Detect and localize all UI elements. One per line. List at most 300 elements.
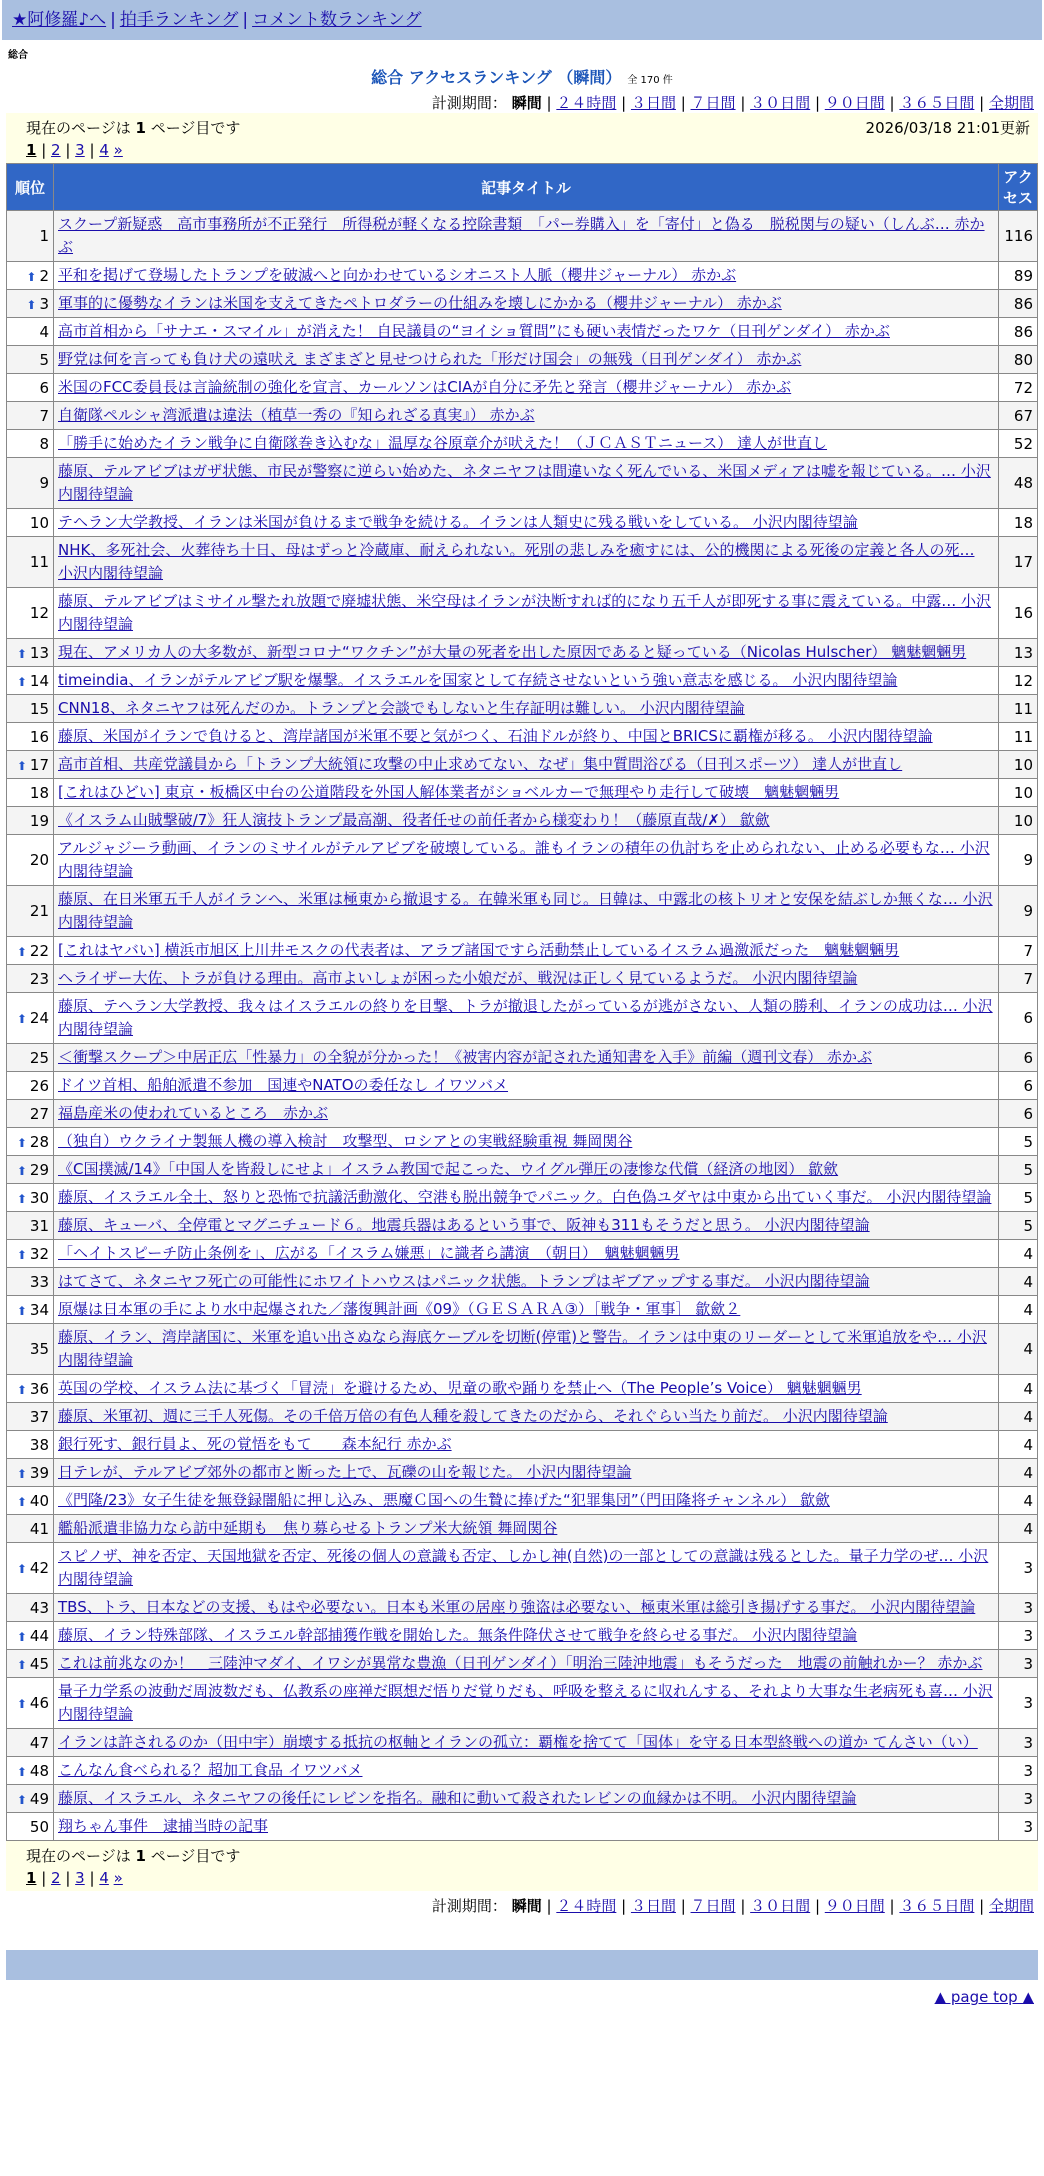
article-link[interactable]: CNN18、ネタニヤフは死んだのか。トランプと会談でもしないと生存証明は難しい。 小沢内閣待望論: [58, 699, 745, 717]
article-link[interactable]: （独自）ウクライナ製無人機の導入検討 攻撃型、ロシアとの実戦経験重視 舞岡関谷: [58, 1132, 633, 1150]
table-row: [7, 695, 1038, 723]
page-top-link[interactable]: ▲ page top ▲: [934, 1988, 1034, 2006]
page-link[interactable]: 3: [75, 141, 85, 159]
up-arrow-icon: ⬆: [16, 1657, 27, 1672]
table-row: [7, 1650, 1038, 1678]
page-separator: |: [36, 141, 52, 159]
article-link[interactable]: アルジャジーラ動画、イランのミサイルがテルアビブを破壊している。誰もイランの積年の仇討ちを止められない、止める必要もな… 小沢内閣待望論: [58, 839, 990, 880]
rank-number: 28: [29, 1132, 49, 1151]
page-info-text: 現在のページは 1 ページ目です: [26, 119, 241, 137]
access-count: 17: [999, 537, 1038, 588]
title-cell: [54, 509, 999, 537]
table-row: [7, 1515, 1038, 1543]
page-link[interactable]: 4: [99, 141, 109, 159]
up-arrow-icon: ⬆: [16, 1303, 27, 1318]
rank-cell: [7, 509, 54, 537]
article-link[interactable]: 藤原、テルアビブはミサイル撃たれ放題で廃墟状態、米空母はイランが決断すれば的になり五千人が即死する事に震えている。中露… 小沢内閣待望論: [58, 592, 991, 633]
access-count: 4: [999, 1515, 1038, 1543]
page-top: [0, 1980, 1044, 2014]
updated-timestamp: 2026/03/18 21:01更新: [865, 119, 1030, 137]
access-count: 16: [999, 588, 1038, 639]
rank-number: 42: [29, 1559, 49, 1577]
table-row: [7, 667, 1038, 695]
rank-cell: [7, 1515, 54, 1543]
access-count: 3: [999, 1813, 1038, 1841]
page-link[interactable]: 1: [26, 141, 37, 159]
rank-number: 15: [29, 699, 49, 718]
access-count: 72: [999, 374, 1038, 402]
rank-number: 45: [29, 1654, 49, 1673]
header-rank: 順位: [7, 164, 54, 211]
page-separator: |: [84, 141, 100, 159]
rank-cell: [7, 1785, 54, 1813]
title-cell: [54, 993, 999, 1044]
title-cell: [54, 1324, 999, 1375]
rank-cell: [7, 639, 54, 667]
article-link[interactable]: こんなん食べられる？超加工食品 イワツバメ: [58, 1761, 363, 1779]
article-link[interactable]: 英国の学校、イスラム法に基づく「冒涜」を避けるため、児童の歌や踊りを禁止へ（The People’s Voice） 魑魅魍魎男: [58, 1379, 862, 1397]
title-cell: [54, 1487, 999, 1515]
table-row: [7, 1785, 1038, 1813]
page-link[interactable]: 4: [99, 1869, 109, 1887]
period-link[interactable]: ３０日間: [750, 94, 811, 112]
rank-cell: [7, 1594, 54, 1622]
title-cell: [54, 639, 999, 667]
table-row: [7, 1044, 1038, 1072]
rank-cell: [7, 1403, 54, 1431]
rank-number: 31: [29, 1216, 49, 1235]
rank-cell: [7, 430, 54, 458]
access-count: 86: [999, 290, 1038, 318]
table-row: [7, 262, 1038, 290]
page-info: [6, 113, 1038, 163]
table-row: [7, 1184, 1038, 1212]
article-link[interactable]: 米国のFCC委員長は言論統制の強化を宣言、カールソンはCIAが自分に矛先と発言（櫻井ジャーナル） 赤かぶ: [58, 378, 792, 396]
title-cell: [54, 807, 999, 835]
rank-number: 46: [29, 1694, 49, 1712]
article-link[interactable]: 量子力学系の波動だ周波数だも、仏教系の座禅だ瞑想だ悟りだ覚りだも、呼吸を整えるに収れんする、それより大事な生老病死も喜… 小沢内閣待望論: [58, 1682, 993, 1723]
period-link[interactable]: ７日間: [690, 1897, 736, 1915]
period-separator: |: [810, 1897, 825, 1915]
access-count: 9: [999, 835, 1038, 886]
nav-comment-ranking-link[interactable]: コメント数ランキング: [252, 10, 422, 30]
title-cell: [54, 1184, 999, 1212]
title-cell: [54, 667, 999, 695]
rank-cell: [7, 886, 54, 937]
title-cell: [54, 1431, 999, 1459]
rank-number: 38: [29, 1435, 49, 1454]
access-count: 4: [999, 1403, 1038, 1431]
table-row: [7, 1678, 1038, 1729]
table-row: [7, 1403, 1038, 1431]
page-link[interactable]: 3: [75, 1869, 85, 1887]
rank-number: 41: [29, 1519, 49, 1538]
article-link[interactable]: timeindia、イランがテルアビブ駅を爆撃。イスラエルを国家として存続させないという強い意志を感じる。 小沢内閣待望論: [58, 671, 898, 689]
article-link[interactable]: 《C国撲滅/14》「中国人を皆殺しにせよ」イスラム教国で起こった、ウイグル弾圧の凄惨な代償（経済の地図） 歙歛: [58, 1160, 839, 1178]
title-cell: [54, 1240, 999, 1268]
rank-number: 47: [29, 1733, 49, 1752]
period-link[interactable]: ３日間: [630, 94, 676, 112]
article-link[interactable]: 藤原、イラン特殊部隊、イスラエル幹部捕獲作戦を開始した。無条件降伏させて戦争を終らせる事だ。 小沢内閣待望論: [58, 1626, 858, 1644]
title-cell: [54, 1375, 999, 1403]
title-cell: [54, 1100, 999, 1128]
table-row: [7, 402, 1038, 430]
rank-cell: [7, 1240, 54, 1268]
table-row: [7, 430, 1038, 458]
title-cell: [54, 1156, 999, 1184]
access-count: 48: [999, 458, 1038, 509]
nav-clap-ranking-link[interactable]: 拍手ランキング: [119, 10, 239, 30]
up-arrow-icon: ⬆: [16, 674, 27, 689]
article-link[interactable]: 高市首相から「サナエ・スマイル」が消えた！ 自民議員の“ヨイショ質問”にも硬い表情だったワケ（日刊ゲンダイ） 赤かぶ: [58, 322, 890, 340]
period-separator: |: [675, 1897, 691, 1915]
rank-number: 43: [29, 1598, 49, 1617]
article-link[interactable]: 高市首相、共産党議員から「トランプ大統領に攻撃の中止求めてない、なぜ」集中質問浴びる（日刊スポーツ） 達人が世直し: [58, 755, 903, 773]
page-title: [0, 65, 1044, 88]
rank-number: 11: [29, 553, 49, 571]
table-row: [7, 1268, 1038, 1296]
table-row: [7, 588, 1038, 639]
access-count: 4: [999, 1296, 1038, 1324]
rank-cell: [7, 779, 54, 807]
rank-number: 9: [39, 474, 49, 492]
rank-number: 5: [39, 350, 49, 369]
rank-cell: [7, 993, 54, 1044]
rank-cell: [7, 695, 54, 723]
rank-cell: [7, 1128, 54, 1156]
article-link[interactable]: テヘラン大学教授、イランは米国が負けるまで戦争を続ける。イランは人類史に残る戦いをしている。 小沢内閣待望論: [58, 513, 858, 531]
access-count: 86: [999, 318, 1038, 346]
title-cell: [54, 588, 999, 639]
rank-cell: [7, 1156, 54, 1184]
title-cell: [54, 886, 999, 937]
article-link[interactable]: 現在、アメリカ人の大多数が、新型コロナ“ワクチン”が大量の死者を出した原因であると疑っている（Nicolas Hulscher） 魑魅魍魎男: [58, 643, 967, 661]
article-link[interactable]: 藤原、テルアビブはガザ状態、市民が警察に逆らい始めた、ネタニヤフは間違いなく死んでいる、米国メディアは嘘を報じている。… 小沢内閣待望論: [58, 462, 991, 503]
table-row: [7, 1212, 1038, 1240]
rank-cell: [7, 937, 54, 965]
article-link[interactable]: [これはひどい] 東京・板橋区中台の公道階段を外国人解体業者がショベルカーで無理やり走行して破壊 魑魅魍魎男: [58, 783, 840, 801]
title-cell: [54, 458, 999, 509]
article-link[interactable]: イランは許されるのか（田中宇）崩壊する抵抗の枢軸とイランの孤立：覇権を捨てて「国体」を守る日本型終戦への道か てんさい（い）: [58, 1733, 978, 1751]
table-row: [7, 1324, 1038, 1375]
table-row: [7, 318, 1038, 346]
period-current: 瞬間: [511, 1897, 542, 1915]
access-count: 4: [999, 1324, 1038, 1375]
period-separator: |: [616, 1897, 631, 1915]
title-cell: [54, 1403, 999, 1431]
title-cell: [54, 346, 999, 374]
table-row: [7, 751, 1038, 779]
period-link[interactable]: ２４時間: [556, 94, 617, 112]
article-link[interactable]: 《イスラム山賊撃破/7》狂人演技トランプ最高潮、役者任せの前任者から様変わり！（藤原直哉/✗） 歙歛: [58, 811, 770, 829]
up-arrow-icon: ⬆: [26, 297, 37, 312]
title-cell: [54, 779, 999, 807]
article-link[interactable]: [これはヤバい] 横浜市旭区上川井モスクの代表者は、アラブ諸国ですら活動禁止しているイスラム過激派だった 魑魅魍魎男: [58, 941, 900, 959]
article-link[interactable]: 日テレが、テルアビブ郊外の都市と断った上で、瓦礫の山を報じた。 小沢内閣待望論: [58, 1463, 632, 1481]
period-separator: |: [735, 1897, 751, 1915]
article-link[interactable]: 翔ちゃん事件 逮捕当時の記事: [58, 1817, 269, 1835]
page-link[interactable]: 2: [51, 141, 61, 159]
table-row: [7, 1240, 1038, 1268]
access-count: 4: [999, 1240, 1038, 1268]
rank-number: 44: [29, 1626, 49, 1645]
table-row: [7, 1757, 1038, 1785]
access-count: 10: [999, 751, 1038, 779]
period-separator: |: [546, 1897, 557, 1915]
article-link[interactable]: 藤原、在日米軍五千人がイランへ、米軍は極東から撤退する。在韓米軍も同じ。日韓は、中露北の核トリオと安保を結ぶしか無くな… 小沢内閣待望論: [58, 890, 993, 931]
page-link[interactable]: 1: [26, 1869, 37, 1887]
rank-number: 33: [29, 1272, 49, 1291]
up-arrow-icon: ⬆: [16, 758, 27, 773]
rank-number: 4: [39, 322, 49, 341]
access-count: 5: [999, 1212, 1038, 1240]
title-cell: [54, 211, 999, 262]
table-row: [7, 723, 1038, 751]
access-count: 80: [999, 346, 1038, 374]
access-count: 4: [999, 1431, 1038, 1459]
rank-number: 13: [29, 643, 49, 662]
pagination: [26, 141, 1030, 159]
rank-cell: [7, 318, 54, 346]
up-arrow-icon: ⬆: [16, 1466, 27, 1481]
table-row: [7, 639, 1038, 667]
period-separator: |: [616, 94, 631, 112]
period-link[interactable]: ３６５日間: [899, 1897, 975, 1915]
page-title-text: 総合 アクセスランキング （瞬間）: [371, 68, 622, 87]
period-link[interactable]: 全期間: [988, 94, 1034, 112]
table-row: [7, 1431, 1038, 1459]
article-link[interactable]: 藤原、イスラエル全土、怒りと恐怖で抗議活動激化、空港も脱出競争でパニック。白色偽ユダヤは中東から出ていく事だ。 小沢内閣待望論: [58, 1188, 992, 1206]
rank-number: 35: [29, 1340, 49, 1358]
page-separator: |: [60, 141, 76, 159]
page-separator: |: [60, 1869, 76, 1887]
period-link[interactable]: ３６５日間: [899, 94, 975, 112]
rank-cell: [7, 1650, 54, 1678]
rank-number: 7: [39, 406, 49, 425]
rank-cell: [7, 1072, 54, 1100]
title-cell: [54, 1785, 999, 1813]
rank-cell: [7, 1622, 54, 1650]
title-cell: [54, 537, 999, 588]
access-count: 3: [999, 1757, 1038, 1785]
access-count: 89: [999, 262, 1038, 290]
nav-home-link[interactable]: ★阿修羅♪へ: [12, 10, 107, 30]
rank-number: 12: [29, 604, 49, 622]
table-row: [7, 1100, 1038, 1128]
article-link[interactable]: 《門隆/23》女子生徒を無登録闇船に押し込み、悪魔Ｃ国への生贄に捧げた“犯罪集団”（門田隆将チャンネル） 歙歛: [58, 1491, 830, 1509]
access-count: 6: [999, 1044, 1038, 1072]
rank-number: 19: [29, 811, 49, 830]
article-link[interactable]: 平和を掲げて登場したトランプを破滅へと向かわせているシオニスト人脈（櫻井ジャーナル） 赤かぶ: [58, 266, 737, 284]
pagination: [26, 1869, 1030, 1887]
article-link[interactable]: 「ヘイトスピーチ防止条例を」、広がる「イスラム嫌悪」に識者ら講演 （朝日） 魑魅魍魎男: [58, 1244, 680, 1262]
access-count: 7: [999, 965, 1038, 993]
article-link[interactable]: ヘライザー大佐、トラが負ける理由。高市よいしょが困った小娘だが、戦況は正しく見ているようだ。 小沢内閣待望論: [58, 969, 858, 987]
article-link[interactable]: 藤原、イラン、湾岸諸国に、米軍を追い出さぬなら海底ケーブルを切断(停電)と警告。イランは中東のリーダーとして米軍追放をや… 小沢内閣待望論: [58, 1328, 987, 1369]
title-cell: [54, 1515, 999, 1543]
up-arrow-icon: ⬆: [26, 269, 37, 284]
rank-cell: [7, 723, 54, 751]
rank-cell: [7, 1813, 54, 1841]
rank-number: 6: [39, 378, 49, 397]
rank-number: 22: [29, 941, 49, 960]
period-separator: |: [735, 94, 751, 112]
access-count: 3: [999, 1543, 1038, 1594]
period-label: 計測期間：: [431, 1897, 507, 1915]
page-link[interactable]: 2: [51, 1869, 61, 1887]
footer-bar: [6, 1950, 1038, 1980]
section-label: 総合: [8, 50, 28, 61]
rank-cell: [7, 1729, 54, 1757]
article-link[interactable]: TBS、トラ、日本などの支援、もはや必要ない。日本も米軍の居座り強盗は必要ない、極東米軍は総引き揚げする事だ。 小沢内閣待望論: [58, 1598, 976, 1616]
article-link[interactable]: はてさて、ネタニヤフ死亡の可能性にホワイトハウスはパニック状態。トランプはギブアップする事だ。 小沢内閣待望論: [58, 1272, 870, 1290]
title-cell: [54, 1296, 999, 1324]
period-link[interactable]: ９０日間: [824, 1897, 885, 1915]
access-count: 5: [999, 1128, 1038, 1156]
table-row: [7, 937, 1038, 965]
rank-cell: [7, 1487, 54, 1515]
rank-cell: [7, 588, 54, 639]
up-arrow-icon: ⬆: [16, 1629, 27, 1644]
rank-cell: [7, 537, 54, 588]
up-arrow-icon: ⬆: [16, 1135, 27, 1150]
title-cell: [54, 1650, 999, 1678]
access-count: 9: [999, 886, 1038, 937]
table-row: [7, 374, 1038, 402]
article-link[interactable]: スピノザ、神を否定、天国地獄を否定、死後の個人の意識も否定、しかし神(自然)の一部としての意識は残るとした。量子力学のぜ… 小沢内閣待望論: [58, 1547, 989, 1588]
table-row: [7, 1296, 1038, 1324]
period-current: 瞬間: [511, 94, 542, 112]
article-link[interactable]: ドイツ首相、船舶派遣不参加 国連やNATOの委任なし イワツバメ: [58, 1076, 509, 1094]
article-link[interactable]: 藤原、イスラエル、ネタニヤフの後任にレビンを指名。融和に動いて殺されたレビンの血縁かは不明。 小沢内閣待望論: [58, 1789, 857, 1807]
rank-cell: [7, 211, 54, 262]
header-title: 記事タイトル: [54, 164, 999, 211]
article-link[interactable]: 艦船派遣非協力なら訪中延期も 焦り募らせるトランプ米大統領 舞岡関谷: [58, 1519, 558, 1537]
title-cell: [54, 1072, 999, 1100]
article-link[interactable]: 藤原、米国がイランで負けると、湾岸諸国が米軍不要と気がつく、石油ドルが終り、中国とBRICSに覇権が移る。 小沢内閣待望論: [58, 727, 933, 745]
rank-number: 20: [29, 851, 49, 869]
title-cell: [54, 1268, 999, 1296]
access-count: 3: [999, 1678, 1038, 1729]
period-separator: |: [810, 94, 825, 112]
up-arrow-icon: ⬆: [16, 1764, 27, 1779]
period-link[interactable]: ７日間: [690, 94, 736, 112]
period-link[interactable]: ２４時間: [556, 1897, 617, 1915]
title-cell: [54, 1813, 999, 1841]
up-arrow-icon: ⬆: [16, 1697, 27, 1711]
table-row: [7, 537, 1038, 588]
article-link[interactable]: 銀行死す、銀行員よ、死の覚悟をもて 森本紀行 赤かぶ: [58, 1435, 452, 1453]
rank-number: 3: [39, 294, 49, 313]
nav-separator: |: [242, 10, 249, 30]
period-link[interactable]: ９０日間: [824, 94, 885, 112]
rank-number: 2: [39, 266, 49, 285]
title-cell: [54, 374, 999, 402]
article-link[interactable]: スクープ新疑惑 高市事務所が不正発行 所得税が軽くなる控除書類 「パー券購入」を「寄付」と偽る 脱税関与の疑い（しんぶ… 赤かぶ: [58, 215, 985, 256]
title-cell: [54, 1729, 999, 1757]
rank-cell: [7, 1431, 54, 1459]
article-link[interactable]: 軍事的に優勢なイランは米国を支えてきたペトロダラーの仕組みを壊しにかかる（櫻井ジャーナル） 赤かぶ: [58, 294, 782, 312]
access-count: 11: [999, 723, 1038, 751]
article-link[interactable]: 福島産米の使われているところ 赤かぶ: [58, 1104, 329, 1122]
article-link[interactable]: 原爆は日本軍の手により水中起爆された／藩復興計画《09》（ＧＥＳＡＲＡ③）［戦争・軍事］ 歙歛２: [58, 1300, 741, 1318]
period-link[interactable]: ３０日間: [750, 1897, 811, 1915]
table-row: [7, 835, 1038, 886]
access-count: 4: [999, 1268, 1038, 1296]
nav-separator: |: [110, 10, 116, 30]
rank-cell: [7, 1044, 54, 1072]
title-cell: [54, 835, 999, 886]
rank-number: 24: [29, 1009, 49, 1027]
page-separator: |: [36, 1869, 52, 1887]
total-count: 全 170 件: [627, 75, 673, 86]
next-page-link[interactable]: »: [113, 141, 123, 159]
article-link[interactable]: 藤原、テヘラン大学教授、我々はイスラエルの終りを目撃、トラが撤退したがっているが逃がさない、人類の勝利、イランの成功は… 小沢内閣待望論: [58, 997, 993, 1038]
title-cell: [54, 1543, 999, 1594]
rank-cell: [7, 1678, 54, 1729]
up-arrow-icon: ⬆: [16, 1792, 27, 1807]
period-selector-bottom: [0, 1895, 1044, 1916]
period-separator: |: [884, 1897, 900, 1915]
table-row: [7, 1459, 1038, 1487]
access-count: 4: [999, 1487, 1038, 1515]
access-count: 18: [999, 509, 1038, 537]
article-link[interactable]: NHK、多死社会、火葬待ち十日、母はずっと冷蔵庫、耐えられない。死別の悲しみを癒すには、公的機関による死後の定義と各人の死… 小沢内閣待望論: [58, 541, 975, 582]
rank-number: 40: [29, 1491, 49, 1510]
rank-cell: [7, 667, 54, 695]
ranking-table: [6, 163, 1038, 1841]
next-page-link[interactable]: »: [113, 1869, 123, 1887]
title-cell: [54, 318, 999, 346]
period-link[interactable]: 全期間: [988, 1897, 1034, 1915]
up-arrow-icon: ⬆: [16, 944, 27, 959]
rank-cell: [7, 1375, 54, 1403]
title-cell: [54, 1459, 999, 1487]
period-link[interactable]: ３日間: [630, 1897, 676, 1915]
title-cell: [54, 965, 999, 993]
table-row: [7, 965, 1038, 993]
period-separator: |: [675, 94, 691, 112]
rank-number: 25: [29, 1048, 49, 1067]
title-cell: [54, 290, 999, 318]
rank-cell: [7, 374, 54, 402]
rank-cell: [7, 751, 54, 779]
up-arrow-icon: ⬆: [16, 1247, 27, 1262]
rank-cell: [7, 1324, 54, 1375]
table-row: [7, 1594, 1038, 1622]
table-row: [7, 1128, 1038, 1156]
title-cell: [54, 1678, 999, 1729]
title-cell: [54, 1594, 999, 1622]
table-row: [7, 346, 1038, 374]
table-row: [7, 993, 1038, 1044]
rank-number: 36: [29, 1379, 49, 1398]
period-separator: |: [884, 94, 900, 112]
article-link[interactable]: 野党は何を言っても負け犬の遠吠え まざまざと見せつけられた「形だけ国会」の無残（日刊ゲンダイ） 赤かぶ: [58, 350, 802, 368]
article-link[interactable]: 自衛隊ペルシャ湾派遣は違法（植草一秀の『知られざる真実』） 赤かぶ: [58, 406, 535, 424]
access-count: 7: [999, 937, 1038, 965]
table-row: [7, 1487, 1038, 1515]
article-link[interactable]: 「勝手に始めたイラン戦争に自衛隊巻き込むな」温厚な谷原章介が吠えた！（ＪＣＡＳＴニュース） 達人が世直し: [58, 434, 828, 452]
up-arrow-icon: ⬆: [16, 1382, 27, 1397]
page-info-text: 現在のページは 1 ページ目です: [26, 1847, 241, 1865]
rank-number: 34: [29, 1300, 49, 1319]
rank-cell: [7, 965, 54, 993]
article-link[interactable]: これは前兆なのか！ 三陸沖マダイ、イワシが異常な豊漁（日刊ゲンダイ）「明治三陸沖地震」もそうだった 地震の前触れかー？ 赤かぶ: [58, 1654, 983, 1672]
article-link[interactable]: ＜衝撃スクープ＞中居正広「性暴力」の全貌が分かった！《被害内容が記された通知書を入手》前編（週刊文春） 赤かぶ: [58, 1048, 873, 1066]
article-link[interactable]: 藤原、キューバ、全停電とマグニチュード６。地震兵器はあるという事で、阪神も311もそうだと思う。 小沢内閣待望論: [58, 1216, 870, 1234]
article-link[interactable]: 藤原、米軍初、週に三千人死傷。その千倍万倍の有色人種を殺してきたのだから、それぐらい当たり前だ。 小沢内閣待望論: [58, 1407, 888, 1425]
